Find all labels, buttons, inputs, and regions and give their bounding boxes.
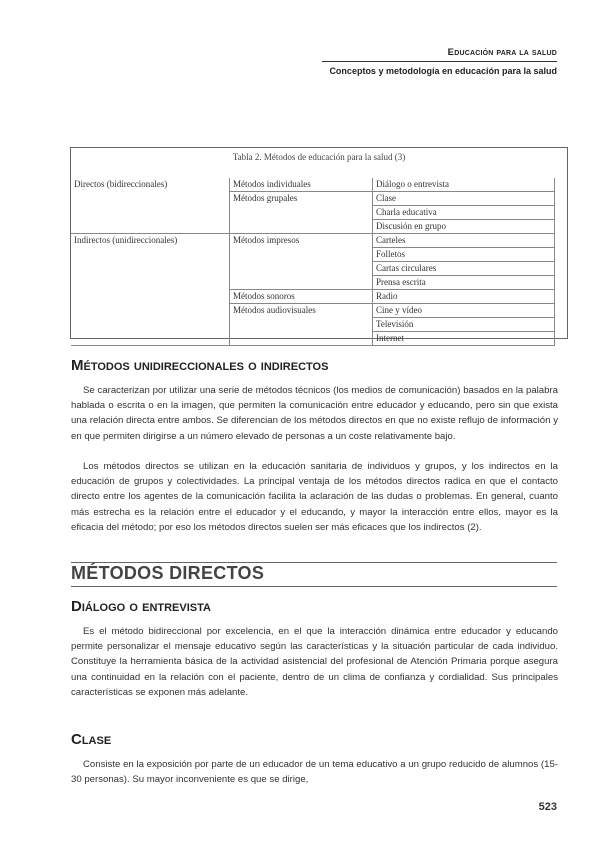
table-cell: Métodos sonoros [230,290,373,304]
table-cell [230,206,373,220]
table-cell [71,206,230,220]
table-row [71,206,555,220]
heading-direct-methods: MÉTODOS DIRECTOS [71,563,265,583]
table-row [71,220,555,234]
table-cell: Radio [373,290,555,304]
table-cell: Folletos [373,248,555,262]
table-cell: Directos (bidireccionales) [74,179,168,189]
table-cell: Indirectos (unidireccionales) [74,235,178,245]
table-row [71,290,555,304]
table-cell: Métodos audiovisuales [230,304,373,318]
table-cell: Métodos grupales [230,192,373,206]
table-cell [230,248,373,262]
table-cell [71,262,230,276]
table-cell [230,220,373,234]
table-cell [71,318,230,332]
table-caption: Tabla 2. Métodos de educación para la salud (3) [232,152,406,162]
table-row [71,276,555,290]
page-number: 523 [538,801,557,813]
table-row [71,262,555,276]
table-row [71,178,555,192]
table-row [71,248,555,262]
paragraph-dialog: Es el método bidireccional por excelencia, en el que la interacción dinámica entre educador y educando permite personalizar el mensaje educativo según las características y la situación particular de cada individuo. Constituye la herramienta básica de la actividad asistencial del profesional de Atención Primaria porque asegura una continuidad en la relación con el paciente, dentro de un clima de confianza y cordialidad. Sus principales características se exponen más adelante. [71,626,558,698]
table-row [71,234,555,248]
table-cell [71,220,230,234]
table-cell: Métodos individuales [230,178,373,192]
table-cell [230,318,373,332]
table-cell: Cartas circulares [373,262,555,276]
heading-dialog: Diálogo o entrevista [71,598,211,615]
table-row [71,192,555,206]
heading-indirect-methods: Métodos unidireccionales o indirectos [71,357,329,374]
table-cell: Discusión en grupo [373,220,555,234]
table-row [71,318,555,332]
methods-table [71,178,555,346]
running-header-title: Educación para la salud [447,47,557,58]
table-cell [230,276,373,290]
table-cell: Métodos impresos [230,234,373,248]
table-cell [71,332,230,346]
table-cell [230,262,373,276]
table-cell: Televisión [373,318,555,332]
header-rule [322,61,557,62]
paragraph-indirect-1: Se caracterizan por utilizar una serie de métodos técnicos (los medios de comunicación) basados en la palabra hablada o escrita o en la imagen, que permiten la comunicación entre educador y educando, pero sin que exista una relación directa entre ambos. Se diferencian de los métodos directos en que no existe reflujo de información y en que permiten dirigirse a un número elevado de personas a un coste relativamente bajo. [71,385,558,442]
table-cell [71,290,230,304]
table-cell [71,276,230,290]
table-cell: Cine y vídeo [373,304,555,318]
section-rule-bottom [71,586,557,587]
table-cell: Clase [373,192,555,206]
table-cell: Carteles [373,234,555,248]
table-row [71,332,555,346]
table-cell: Prensa escrita [373,276,555,290]
table-row [71,304,555,318]
table-cell: Diálogo o entrevista [373,178,555,192]
heading-clase: Clase [71,731,112,748]
paragraph-indirect-2: Los métodos directos se utilizan en la educación sanitaria de individuos y grupos, y los indirectos en la educación de grupos y colectividades. La principal ventaja de los métodos directos radica en que el contacto directo entre los agentes de la comunicación facilita la aclaración de las dudas o problemas. En general, cuanto más estrecha es la relación entre el educador y el educando, y mayor la interacción entre ellos, mayor es la eficacia del método; por eso los métodos directos suelen ser más eficaces que los indirectos (2). [71,461,558,533]
table-cell [71,304,230,318]
table-cell [71,248,230,262]
table-cell [71,192,230,206]
methods-table-box [70,147,568,343]
paragraph-clase: Consiste en la exposición por parte de un educador de un tema educativo a un grupo reducido de alumnos (15-30 personas). Su mayor inconveniente es que se dirige, [71,759,558,786]
table-cell [230,332,373,346]
table-cell: Internet [373,332,555,346]
table-cell: Charla educativa [373,206,555,220]
running-header-subtitle: Conceptos y metodología en educación para la salud [329,66,557,76]
